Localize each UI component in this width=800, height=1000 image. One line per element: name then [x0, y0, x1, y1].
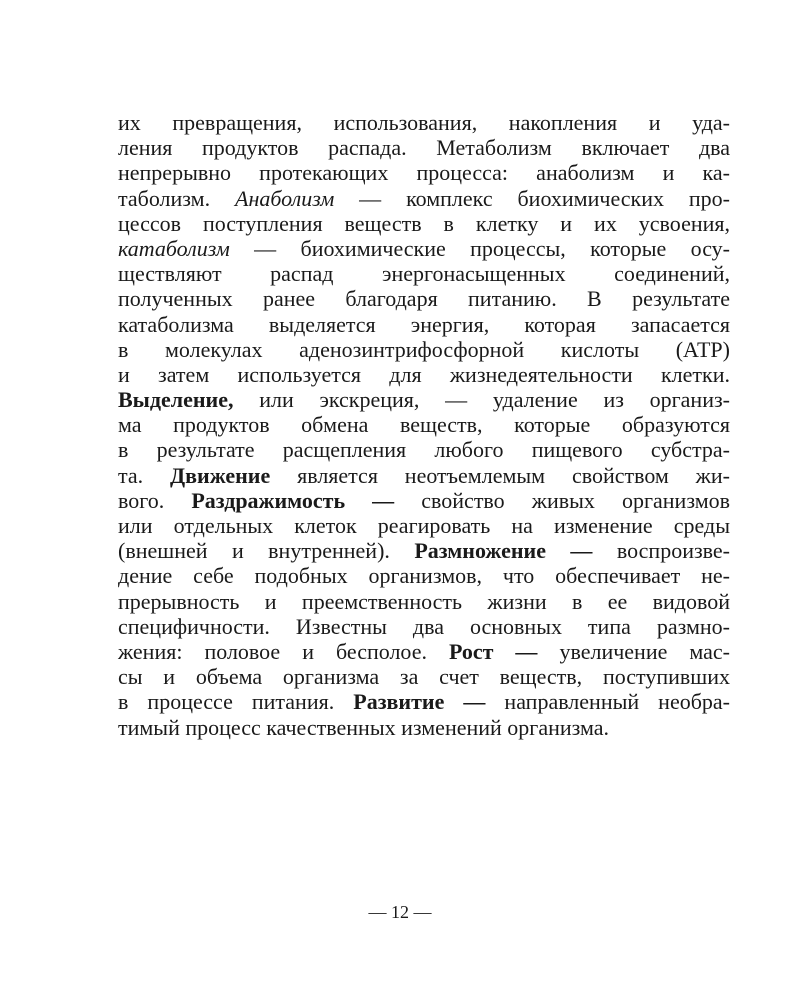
- text-segment: или отдельных клеток реагировать на изменение среды: [118, 513, 730, 538]
- text-line: [118, 689, 730, 714]
- italic-term: Анаболизм: [235, 185, 335, 211]
- text-segment: катаболизма выделяется энергия, которая запасается: [118, 311, 730, 337]
- text-segment: в результате расщепления любого пищевого субстра-: [118, 437, 730, 463]
- bold-term: Размножение —: [414, 538, 593, 564]
- bold-term: Раздражимость —: [191, 487, 395, 513]
- text-segment: в молекулах аденозинтрифосфорной кислоты (АТР): [118, 336, 730, 362]
- text-line: [118, 715, 730, 740]
- text-segment: — комплекс биохимических про-: [334, 185, 730, 211]
- text-segment: — биохимические процессы, которые осу-: [229, 235, 730, 261]
- text-segment: жения: половое и бесполое.: [118, 638, 449, 664]
- text-segment: таболизм.: [118, 185, 236, 211]
- text-line: [118, 261, 730, 286]
- text-segment: ления продуктов распада. Метаболизм включает два: [118, 135, 730, 161]
- text-line: [118, 186, 730, 211]
- text-segment: специфичности. Известны два основных типа размно-: [118, 613, 730, 639]
- text-line: [118, 160, 730, 185]
- text-line: [118, 110, 730, 135]
- text-line: [118, 437, 730, 462]
- text-segment: их превращения, использования, накопления и уда-: [118, 110, 730, 135]
- text-segment: полученных ранее благодаря питанию. В результате: [118, 286, 730, 312]
- text-segment: свойство живых организмов: [394, 487, 731, 513]
- text-segment: вого.: [118, 487, 192, 513]
- text-segment: воспроизве-: [592, 538, 731, 564]
- text-segment: ществляют распад энергонасыщенных соединений,: [118, 261, 730, 287]
- text-segment: и затем используется для жизнедеятельности клетки.: [118, 361, 730, 387]
- text-line: [118, 312, 730, 337]
- text-segment: непрерывно протекающих процесса: анаболизм и ка-: [118, 160, 730, 186]
- italic-term: катаболизм: [118, 235, 230, 261]
- text-line: [118, 563, 730, 588]
- text-segment: (внешней и внутренней).: [118, 538, 415, 564]
- text-segment: в процессе питания.: [118, 689, 354, 715]
- text-segment: сы и объема организма за счет веществ, поступивших: [118, 664, 730, 690]
- text-line: [118, 337, 730, 362]
- text-line: [118, 387, 730, 412]
- text-line: [118, 614, 730, 639]
- text-segment: дение себе подобных организмов, что обеспечивает не-: [118, 563, 730, 589]
- text-segment: прерывность и преемственность жизни в ее видовой: [118, 588, 730, 614]
- text-line: [118, 639, 730, 664]
- bold-term: Движение: [170, 462, 271, 488]
- text-line: [118, 513, 730, 538]
- text-segment: увеличение мас-: [537, 638, 730, 664]
- text-line: [118, 236, 730, 261]
- bold-term: Развитие —: [353, 689, 486, 715]
- text-line: [118, 538, 730, 563]
- text-segment: та.: [118, 462, 170, 488]
- text-segment: тимый процесс качественных изменений организма.: [118, 714, 610, 740]
- text-segment: цессов поступления веществ в клетку и их усвоения,: [118, 210, 730, 236]
- text-line: [118, 211, 730, 236]
- text-line: [118, 286, 730, 311]
- text-segment: является неотъемлемым свойством жи-: [270, 462, 730, 488]
- text-line: [118, 412, 730, 437]
- body-text: [118, 110, 730, 740]
- text-line: [118, 362, 730, 387]
- text-line: [118, 463, 730, 488]
- text-line: [118, 664, 730, 689]
- text-segment: направленный необра-: [485, 689, 730, 715]
- text-line: [118, 135, 730, 160]
- bold-term: Рост —: [448, 638, 538, 664]
- text-segment: ма продуктов обмена веществ, которые образуются: [118, 412, 730, 438]
- text-line: [118, 488, 730, 513]
- text-line: [118, 589, 730, 614]
- page-number: — 12 —: [368, 902, 432, 922]
- text-segment: или экскреция, — удаление из организ-: [233, 387, 730, 413]
- bold-term: Выделение,: [118, 387, 234, 413]
